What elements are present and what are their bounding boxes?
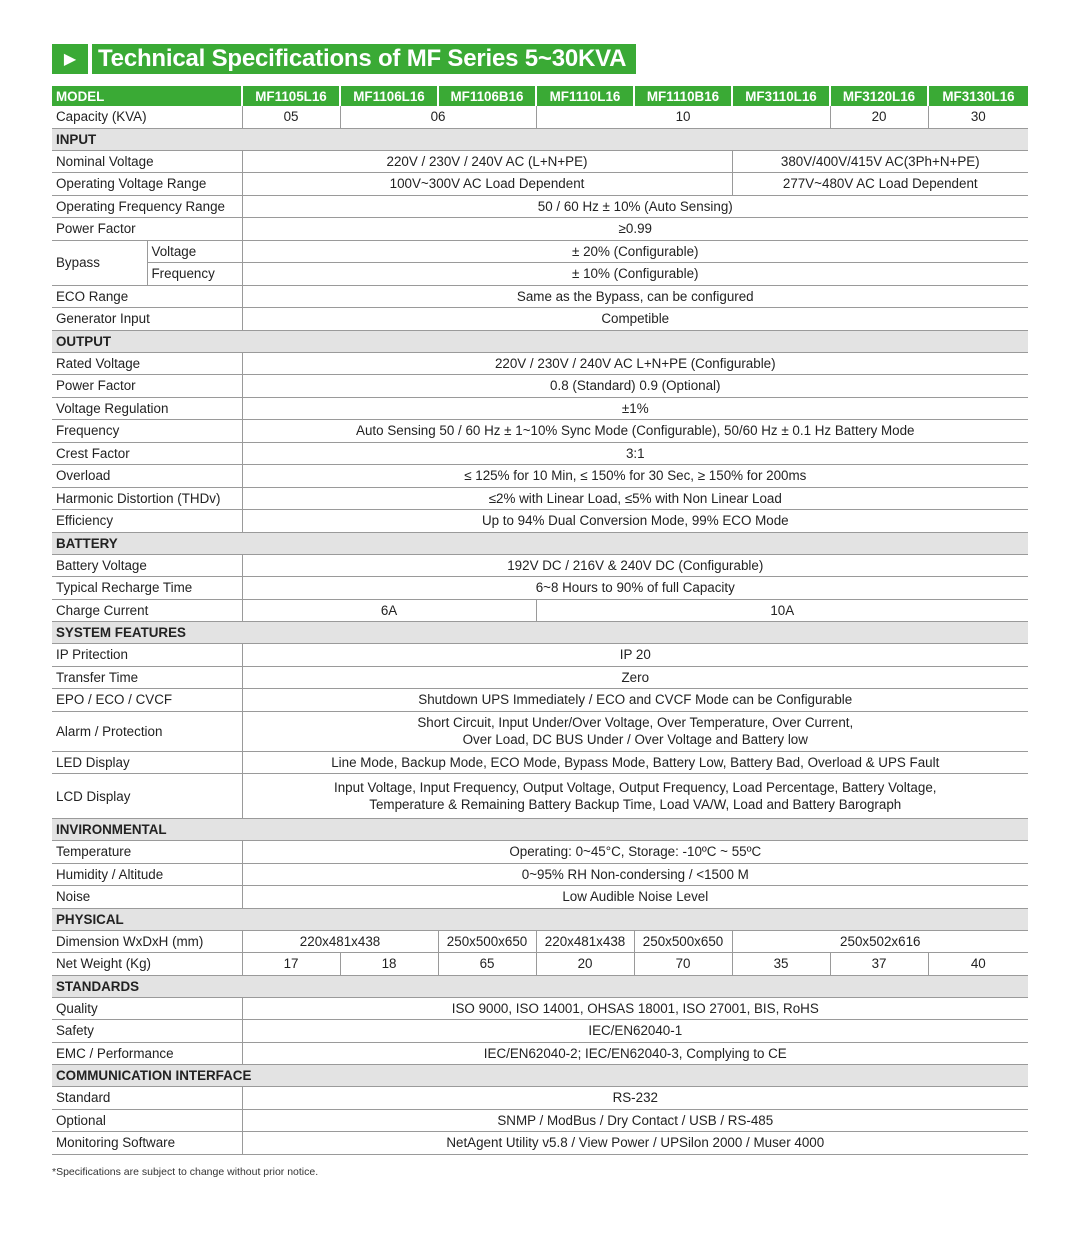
cell: 30 [928,106,1028,128]
table-row [52,1042,1028,1065]
section-header [52,622,1028,644]
cell: 3:1 [242,442,1028,465]
table-row [52,841,1028,864]
cell [242,774,1028,819]
section-title: INVIRONMENTAL [52,819,1028,841]
row-label: Harmonic Distortion (THDv) [52,487,242,510]
row-label: LCD Display [52,774,242,819]
cell: Operating: 0~45°C, Storage: -10ºC ~ 55ºC [242,841,1028,864]
row-sublabel: Frequency [147,263,242,286]
cell: 05 [242,106,340,128]
row-label: LED Display [52,751,242,774]
section-header [52,330,1028,352]
cell: ≤ 125% for 10 Min, ≤ 150% for 30 Sec, ≥ 150% for 200ms [242,465,1028,488]
row-label: Rated Voltage [52,352,242,375]
cell: ± 20% (Configurable) [242,240,1028,263]
table-row [52,465,1028,488]
cell: 35 [732,953,830,976]
row-label: Voltage Regulation [52,397,242,420]
row-label: Operating Voltage Range [52,173,242,196]
row-label: Battery Voltage [52,554,242,577]
cell: Zero [242,666,1028,689]
model-name: MF1106L16 [340,86,438,106]
row-label: Typical Recharge Time [52,577,242,600]
row-label: Power Factor [52,218,242,241]
cell-line: Over Load, DC BUS Under / Over Voltage and Battery low [462,732,808,747]
table-row [52,863,1028,886]
section-header [52,128,1028,150]
section-title: SYSTEM FEATURES [52,622,1028,644]
cell: 10 [536,106,830,128]
cell: 277V~480V AC Load Dependent [732,173,1028,196]
table-row [52,886,1028,909]
cell: IEC/EN62040-1 [242,1020,1028,1043]
section-header [52,1065,1028,1087]
table-row [52,774,1028,819]
model-name: MF1105L16 [242,86,340,106]
table-row [52,689,1028,712]
page-title-bar [52,44,636,74]
cell: 100V~300V AC Load Dependent [242,173,732,196]
table-row [52,263,1028,286]
row-label: Dimension WxDxH (mm) [52,930,242,953]
table-row [52,997,1028,1020]
row-label: Net Weight (Kg) [52,953,242,976]
cell: Same as the Bypass, can be configured [242,285,1028,308]
cell: ISO 9000, ISO 14001, OHSAS 18001, ISO 27001, BIS, RoHS [242,997,1028,1020]
section-title: BATTERY [52,532,1028,554]
section-header [52,532,1028,554]
section-title: STANDARDS [52,975,1028,997]
model-name: MF1110L16 [536,86,634,106]
row-label: Alarm / Protection [52,711,242,751]
footnote: *Specifications are subject to change without prior notice. [52,1166,319,1178]
row-label: Noise [52,886,242,909]
table-row [52,666,1028,689]
row-label: Crest Factor [52,442,242,465]
cell: Up to 94% Dual Conversion Mode, 99% ECO Mode [242,510,1028,533]
cell: Shutdown UPS Immediately / ECO and CVCF Mode can be Configurable [242,689,1028,712]
cell: 0.8 (Standard) 0.9 (Optional) [242,375,1028,398]
row-label: EMC / Performance [52,1042,242,1065]
table-row [52,1087,1028,1110]
section-title: PHYSICAL [52,908,1028,930]
row-label: EPO / ECO / CVCF [52,689,242,712]
cell: 20 [830,106,928,128]
row-label: Quality [52,997,242,1020]
table-row [52,1132,1028,1155]
table-row [52,240,1028,263]
play-triangle-icon: ▶ [52,44,88,74]
table-row [52,1109,1028,1132]
cell: IEC/EN62040-2; IEC/EN62040-3, Complying to CE [242,1042,1028,1065]
row-label: Charge Current [52,599,242,622]
header-row [52,86,1028,106]
cell: NetAgent Utility v5.8 / View Power / UPSilon 2000 / Muser 4000 [242,1132,1028,1155]
table-row [52,953,1028,976]
section-title: COMMUNICATION INTERFACE [52,1065,1028,1087]
cell: 06 [340,106,536,128]
table-row [52,285,1028,308]
table-row [52,375,1028,398]
cell-line: Input Voltage, Input Frequency, Output Voltage, Output Frequency, Load Percentage, Battery Voltage, [334,780,937,795]
row-label: Frequency [52,420,242,443]
table-row [52,150,1028,173]
cell: 17 [242,953,340,976]
section-header [52,819,1028,841]
table-row [52,218,1028,241]
table-row [52,510,1028,533]
model-label: MODEL [52,86,242,106]
table-row [52,487,1028,510]
cell-line: Short Circuit, Input Under/Over Voltage, Over Temperature, Over Current, [417,715,854,730]
cell: 0~95% RH Non-condersing / <1500 M [242,863,1028,886]
row-label: Power Factor [52,375,242,398]
cell: ±1% [242,397,1028,420]
table-row [52,420,1028,443]
row-sublabel: Voltage [147,240,242,263]
cell: 37 [830,953,928,976]
cell: 6~8 Hours to 90% of full Capacity [242,577,1028,600]
row-label: IP Pritection [52,644,242,667]
cell: 220x481x438 [242,930,438,953]
cell [242,711,1028,751]
section-header [52,908,1028,930]
cell: 40 [928,953,1028,976]
row-label: Overload [52,465,242,488]
table-row [52,397,1028,420]
cell: SNMP / ModBus / Dry Contact / USB / RS-485 [242,1109,1028,1132]
cell: 250x500x650 [438,930,536,953]
table-row [52,577,1028,600]
section-title: OUTPUT [52,330,1028,352]
cell: ± 10% (Configurable) [242,263,1028,286]
row-label: Humidity / Altitude [52,863,242,886]
section-title: INPUT [52,128,1028,150]
table-row [52,442,1028,465]
cell: Low Audible Noise Level [242,886,1028,909]
model-name: MF1110B16 [634,86,732,106]
table-row [52,711,1028,751]
model-name: MF3130L16 [928,86,1028,106]
table-row [52,554,1028,577]
table-row [52,195,1028,218]
row-label: Standard [52,1087,242,1110]
table-row [52,308,1028,331]
table-row [52,599,1028,622]
cell: ≤2% with Linear Load, ≤5% with Non Linear Load [242,487,1028,510]
row-label: Safety [52,1020,242,1043]
cell: 250x502x616 [732,930,1028,953]
cell: 220x481x438 [536,930,634,953]
section-header [52,975,1028,997]
cell: ≥0.99 [242,218,1028,241]
cell-line: Temperature & Remaining Battery Backup Time, Load VA/W, Load and Battery Barograph [369,797,902,812]
cell: 50 / 60 Hz ± 10% (Auto Sensing) [242,195,1028,218]
cell: 6A [242,599,536,622]
row-label: Efficiency [52,510,242,533]
cell: 192V DC / 216V & 240V DC (Configurable) [242,554,1028,577]
row-label: ECO Range [52,285,242,308]
cell: 10A [536,599,1028,622]
table-row [52,1020,1028,1043]
cell: Auto Sensing 50 / 60 Hz ± 1~10% Sync Mode (Configurable), 50/60 Hz ± 0.1 Hz Battery Mode [242,420,1028,443]
row-label: Operating Frequency Range [52,195,242,218]
row-label: Optional [52,1109,242,1132]
table-row [52,751,1028,774]
table-row [52,930,1028,953]
cell: 18 [340,953,438,976]
cell: RS-232 [242,1087,1028,1110]
page-title: Technical Specifications of MF Series 5~30KVA [92,44,636,74]
model-name: MF3110L16 [732,86,830,106]
row-label: Temperature [52,841,242,864]
cell: 20 [536,953,634,976]
cell: IP 20 [242,644,1028,667]
table-row [52,173,1028,196]
row-label: Transfer Time [52,666,242,689]
cell: 380V/400V/415V AC(3Ph+N+PE) [732,150,1028,173]
cell: 220V / 230V / 240V AC L+N+PE (Configurable) [242,352,1028,375]
cell: 220V / 230V / 240V AC (L+N+PE) [242,150,732,173]
cell: 70 [634,953,732,976]
model-name: MF3120L16 [830,86,928,106]
table-row [52,352,1028,375]
spec-table [52,86,1028,1155]
row-label: Bypass [52,240,147,285]
row-label: Monitoring Software [52,1132,242,1155]
cell: Competible [242,308,1028,331]
cell: Line Mode, Backup Mode, ECO Mode, Bypass Mode, Battery Low, Battery Bad, Overload & UPS Fault [242,751,1028,774]
row-label: Generator Input [52,308,242,331]
cell: 65 [438,953,536,976]
table-row [52,644,1028,667]
model-name: MF1106B16 [438,86,536,106]
row-label: Nominal Voltage [52,150,242,173]
table-row [52,106,1028,128]
row-label: Capacity (KVA) [52,106,242,128]
cell: 250x500x650 [634,930,732,953]
